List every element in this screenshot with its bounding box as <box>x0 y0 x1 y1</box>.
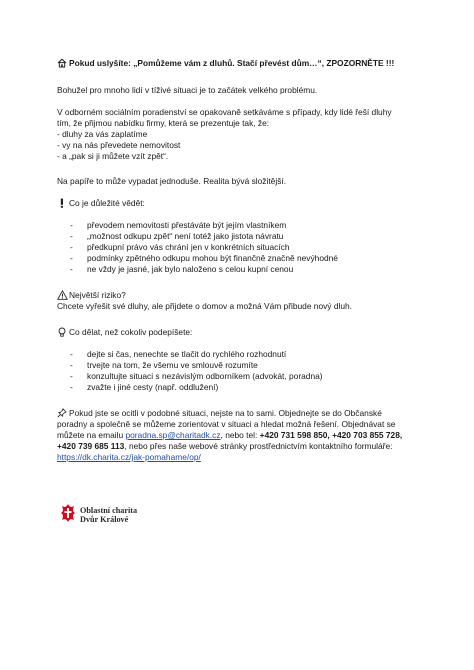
list-item: - zvažte i jiné cesty (např. oddlužení) <box>70 382 219 392</box>
phone-number: +420 739 685 113 <box>57 441 125 451</box>
contact-line-4: +420 739 685 113, nebo přes naše webové stránky prostřednictvím kontaktního formuláře: <box>57 441 393 451</box>
list-item: - převodem nemovitosti přestáváte být jejím vlastníkem <box>70 220 287 230</box>
heading <box>57 58 427 69</box>
logo-line-1: Oblastní charita <box>80 506 138 515</box>
house-icon <box>57 58 69 69</box>
exclamation-icon <box>57 198 69 209</box>
contact-line-5 <box>57 452 427 463</box>
list-item: - předkupní právo vás chrání jen v konkrétních situacích <box>70 242 290 252</box>
contact-line-1-text: Pokud jste se ocitli v podobné situaci, nejste na to sami. Objednejte se do Občanské <box>69 408 382 418</box>
list-item: - a „pak si ji můžete vzít zpět“. <box>57 151 169 161</box>
list-item: - dluhy za vás zaplatíme <box>57 129 148 139</box>
list-item: - konzultujte situaci s nezávislým odborníkem (advokát, poradna) <box>70 371 323 381</box>
list-item: - vy na nás převedete nemovitost <box>57 140 181 150</box>
before-title-text: Co dělat, než cokoliv podepíšete: <box>69 327 193 337</box>
list-item: - ne vždy je jasné, jak bylo naloženo s celou kupní cenou <box>70 264 294 274</box>
important-title <box>57 198 427 209</box>
risk-title-text: Největší riziko? <box>69 290 126 300</box>
list-item: - trvejte na tom, že všemu ve smlouvě rozumíte <box>70 360 258 370</box>
contact-line-1 <box>57 408 427 419</box>
before-title <box>57 327 427 338</box>
phone-numbers: +420 731 598 850, +420 703 855 728, <box>259 430 403 440</box>
heading-text: Pokud uslyšíte: „Pomůžeme vám z dluhů. Stačí převést dům…“, ZPOZORNĚTE !!! <box>69 58 395 68</box>
important-list <box>57 220 427 275</box>
important-title-text: Co je důležité vědět: <box>69 198 145 208</box>
charita-logo <box>60 504 137 526</box>
email-link[interactable]: poradna.sp@charitadk.cz <box>125 430 221 440</box>
contact-line-2: poradny a společně se můžeme zorientovat v situaci a hledat možná řešení. Objednávat se <box>57 419 396 429</box>
website-link[interactable]: https://dk.charita.cz/jak-pomahame/op/ <box>57 452 201 462</box>
warning-triangle-icon <box>57 290 69 301</box>
charita-cross-logo-icon <box>60 503 76 528</box>
logo-line-2: Dvůr Králové <box>80 515 129 524</box>
practice-list <box>57 129 180 162</box>
risk-text: Chcete vyřešit své dluhy, ale přijdete o domov a možná Vám přibude nový dluh. <box>57 301 352 311</box>
practice-line-1: V odborném sociálním poradenství se opakovaně setkáváme s případy, kdy lidé řeší dluhy <box>57 107 392 117</box>
logo-text <box>80 506 137 524</box>
lightbulb-icon <box>57 327 69 338</box>
practice-line-2: tím, že přijmou nabídku firmy, která se prezentuje tak, že: <box>57 118 270 128</box>
reality-text: Na papíře to může vypadat jednoduše. Realita bývá složitější. <box>57 176 287 186</box>
before-list <box>57 349 427 393</box>
pushpin-icon <box>57 408 69 419</box>
risk-title <box>57 290 427 301</box>
list-item: - „možnost odkupu zpět“ není totéž jako jistota návratu <box>70 231 284 241</box>
list-item: - podmínky zpětného odkupu mohou být finančně značně nevýhodné <box>70 253 338 263</box>
contact-line-3: můžete na emailu poradna.sp@charitadk.cz, nebo tel: +420 731 598 850, +420 703 855 728, <box>57 430 403 440</box>
intro-text: Bohužel pro mnoho lidí v tíživé situaci je to začátek velkého problému. <box>57 85 318 95</box>
list-item: - dejte si čas, nenechte se tlačit do rychlého rozhodnutí <box>70 349 287 359</box>
